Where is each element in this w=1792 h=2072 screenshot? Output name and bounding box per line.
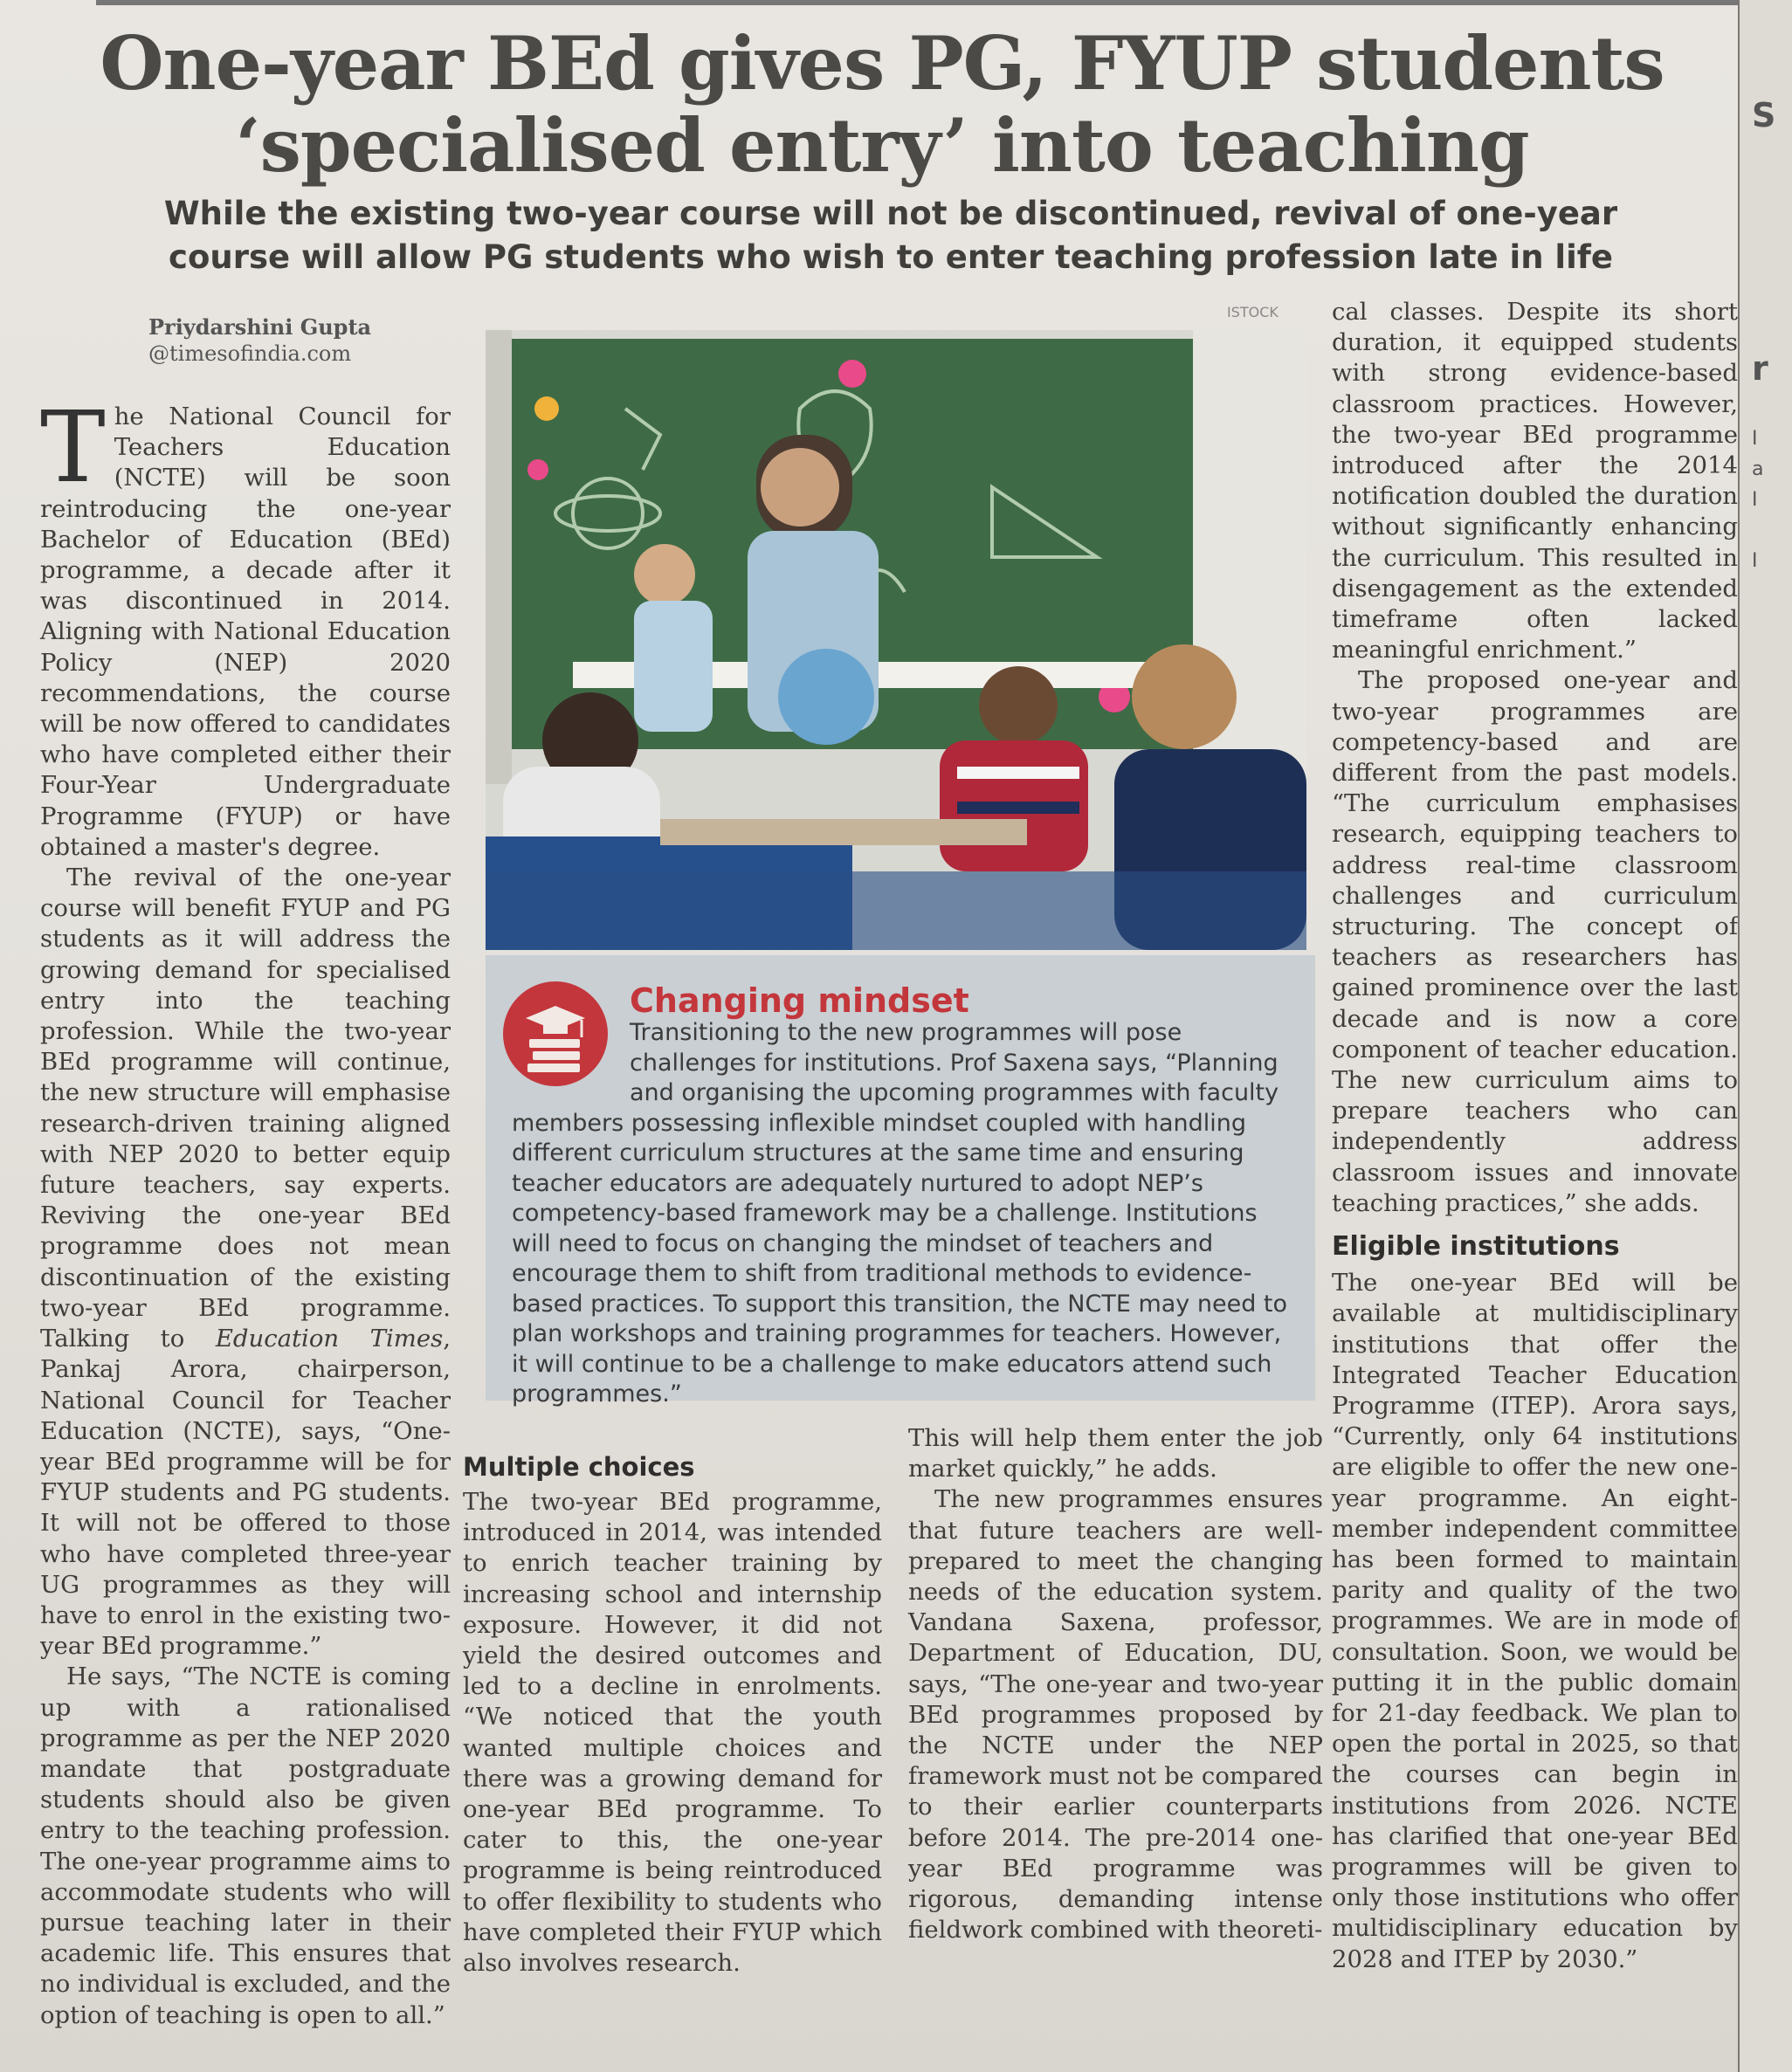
paragraph-8: The proposed one-year and two-year programmes are competency-based and are different from the past models. “The curriculum emphasises research, equipping teachers to address real-time classroom challenges and curriculum structuring. The concept of teachers as researchers has gained prominence over the last decade and is now a core component of teacher education. The new curriculum aims to prepare teachers who can independently address classroom issues and innovate teaching practices,” she adds.: [1332, 666, 1738, 1217]
deck-line-1: While the existing two-year course will not be discontinued, revival of one-year: [163, 195, 1618, 232]
paragraph-7: cal classes. Despite its short duration, it equipped students with strong evidence-based classroom practices. However, the two-year BEd programme introduced after the 2014 notification doubled the duration without significantly enhancing the curriculum. This resulted in disengagement as the extended timeframe often lacked meaningful enrichment.”: [1332, 298, 1738, 664]
column-3: [908, 1423, 1323, 1945]
deck: [87, 192, 1694, 279]
column-4: [1332, 297, 1738, 1975]
headline-line-2: ‘specialised entry’ into teaching: [235, 102, 1529, 189]
box-body-text: Transitioning to the new programmes will pose challenges for institutions. Prof Saxena says, “Planning and organising the upcoming programmes with faculty members possessing inflexible mindset coupled with handling different curriculum structures at the same time and ensuring teacher educators are adequately nurtured to adopt NEP’s competency-based framework may be a challenge. Institutions will need to focus on changing the mindset of teachers and encourage them to shift from traditional methods to evidence-based practices. To support this transition, the NCTE may need to plan workshops and training programmes for teachers. However, it will continue to be a challenge to make educators attend such programmes.”: [512, 1019, 1288, 1408]
adjacent-letter-4: a: [1752, 458, 1764, 480]
adjacent-letter-3: I: [1752, 428, 1758, 450]
deck-line-2: course will allow PG students who wish to enter teaching profession late in life: [169, 238, 1613, 276]
box-title: Changing mindset: [630, 981, 969, 1020]
classroom-illustration: [486, 330, 1306, 950]
paragraph-intro-text: he National Council for Teachers Education (NCTE) will be soon reintroducing the one-year Bachelor of Education (BEd) programme, a decade after it was discontinued in 2014. Aligning with National Education Policy (NEP) 2020 recommendations, the course will be now offered to candidates who have completed either their Four-Year Undergraduate Programme (FYUP) or have obtained a master's degree.: [40, 403, 451, 861]
headline: [61, 20, 1703, 189]
paragraph-9: The one-year BEd will be available at multidisciplinary institutions that offer the Integrated Teacher Education Programme (ITEP). Arora says, “Currently, only 64 institutions are eligible to offer the new one-year programme. An eight-member independent committee has been formed to maintain parity and quality of the two programmes. We are in mode of consultation. Soon, we would be putting it in the public domain for 21-day feedback. We plan to open the portal in 2025, so that the courses can begin in institutions from 2026. NCTE has clarified that one-year BEd programmes will be given to only those institutions who offer multidisciplinary education by 2028 and ITEP by 2030.”: [1332, 1269, 1738, 1973]
paragraph-2-rest: , Pankaj Arora, chairperson, National Council for Teacher Education (NCTE), says, “One-year BEd programme will be for FYUP students and PG students. It will not be offered to those who have completed three-year UG programmes as they will have to enrol in the existing two-year BEd programme.”: [40, 1325, 451, 1661]
byline-handle: @timesofindia.com: [148, 341, 352, 366]
paragraph-2: [40, 863, 451, 1662]
paragraph-3: He says, “The NCTE is coming up with a rationalised programme as per the NEP 2020 mandate that postgraduate students should also be given entry to the teaching profession. The one-year programme aims to accommodate students who will pursue teaching later in their academic life. This ensures that no individual is excluded, and the option of teaching is open to all.”: [40, 1662, 451, 2029]
publication-name: Education Times: [215, 1325, 444, 1353]
paragraph-2-text: The revival of the one-year course will benefit FYUP and PG students as it will address the growing demand for specialised entry into the teaching profession. While the two-year BEd programme will continue, the new structure will emphasise research-driven training aligned with NEP 2020 to better equip future teachers, say experts. Reviving the one-year BEd programme does not mean discontinuation of the existing two-year BEd programme. Talking to: [40, 864, 451, 1353]
adjacent-letter-6: I: [1752, 550, 1758, 572]
paragraph-5: This will help them enter the job market quickly,” he adds.: [908, 1424, 1323, 1483]
classroom-photo: [486, 330, 1306, 950]
changing-mindset-box: [486, 955, 1315, 1408]
dropcap: T: [40, 391, 106, 505]
paragraph-intro: [40, 391, 451, 863]
paragraph-6: The new programmes ensures that future teachers are well-prepared to meet the changing needs of the education system. Vandana Saxena, professor, Department of Education, DU, says, “The one-year and two-year BEd programmes proposed by the NCTE under the NEP framework must not be compared to their earlier counterparts before 2014. The pre-2014 one-year BEd programme was rigorous, demanding intense fieldwork combined with theoreti-: [908, 1485, 1323, 1945]
top-rule: [96, 0, 1738, 5]
box-body: [512, 1018, 1298, 1410]
subhead-multiple-choices: Multiple choices: [463, 1452, 695, 1482]
adjacent-page-strip: [1738, 0, 1792, 2072]
column-1: [40, 391, 451, 2031]
photo-credit: ISTOCK: [1227, 304, 1279, 320]
adjacent-letter-5: I: [1752, 489, 1758, 511]
headline-line-1: One-year BEd gives PG, FYUP students: [100, 20, 1664, 107]
byline-name: Priydarshini Gupta: [148, 314, 372, 340]
subhead-eligible-institutions: Eligible institutions: [1332, 1231, 1620, 1263]
column-2: [463, 1445, 882, 1979]
paragraph-4: The two-year BEd programme, introduced in 2014, was intended to enrich teacher training by increasing school and internship exposure. However, it did not yield the desired outcomes and led to a decline in enrolments. “We noticed that the youth wanted multiple choices and there was a growing demand for one-year BEd programme. To cater to this, the one-year programme is being reintroduced to offer flexibility to students who have completed their FYUP which also involves research.: [463, 1488, 882, 1978]
adjacent-letter-2: r: [1752, 349, 1768, 388]
adjacent-letter-1: S: [1752, 96, 1776, 134]
byline: [148, 314, 371, 367]
